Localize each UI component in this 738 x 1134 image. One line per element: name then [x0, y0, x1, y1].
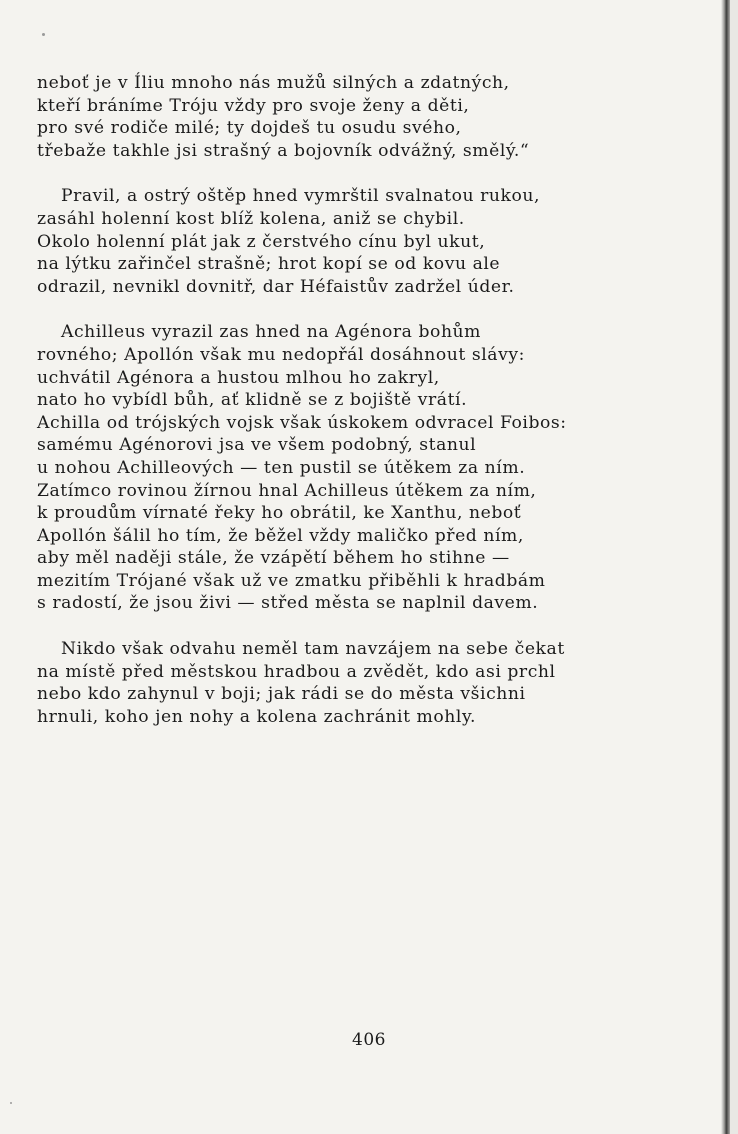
verse-line: hrnuli, koho jen nohy a kolena zachránit mohly. [37, 706, 476, 727]
verse-line: samému Agénorovi jsa ve všem podobný, stanul [37, 435, 477, 456]
book-spine-edge [730, 0, 738, 1134]
verse-line: k proudům vírnaté řeky ho obrátil, ke Xanthu, neboť [37, 503, 522, 524]
verse-line: třebaže takhle jsi strašný a bojovník odvážný, smělý.“ [37, 140, 530, 161]
stanza-1 [37, 72, 637, 162]
verse-line: s radostí, že jsou živi — střed města se naplnil davem. [37, 593, 539, 614]
verse-line: uchvátil Agénora a hustou mlhou ho zakryl, [37, 367, 440, 388]
verse-line: aby měl naději stále, že vzápětí během ho stihne — [37, 548, 510, 569]
verse-line: Achilla od trójských vojsk však úskokem odvracel Foibos: [37, 412, 567, 433]
paper-speck [10, 1102, 12, 1104]
verse-line: pro své rodiče milé; ty dojdeš tu osudu svého, [37, 118, 462, 139]
verse-line: odrazil, nevnikl dovnitř, dar Héfaistův zadržel úder. [37, 276, 515, 297]
verse-line: Pravil, a ostrý oštěp hned vymrštil svalnatou rukou, [61, 186, 540, 207]
stanza-4 [37, 638, 637, 728]
verse-line: nato ho vybídl bůh, ať klidně se z bojiště vrátí. [37, 390, 468, 411]
verse-line: Okolo holenní plát jak z čerstvého cínu byl ukut, [37, 231, 486, 252]
verse-line: Nikdo však odvahu neměl tam navzájem na sebe čekat [61, 639, 565, 660]
stanza-2 [37, 185, 637, 298]
verse-line: neboť je v Íliu mnoho nás mužů silných a zdatných, [37, 73, 510, 93]
verse-line: rovného; Apollón však mu nedopřál dosáhnout slávy: [37, 344, 525, 365]
verse-line: na místě před městskou hradbou a zvědět, kdo asi prchl [37, 661, 556, 682]
stanza-3 [37, 321, 637, 615]
verse-text [37, 72, 637, 751]
verse-line: mezitím Trójané však už ve zmatku přiběhli k hradbám [37, 570, 546, 591]
verse-line: Zatímco rovinou žírnou hnal Achilleus útěkem za ním, [37, 480, 537, 501]
verse-line: nebo kdo zahynul v boji; jak rádi se do města všichni [37, 684, 526, 705]
verse-line: na lýtku zařinčel strašně; hrot kopí se od kovu ale [37, 254, 501, 275]
paper-speck [42, 33, 45, 36]
verse-line: kteří bráníme Tróju vždy pro svoje ženy a děti, [37, 95, 470, 116]
book-spine-shadow [721, 0, 730, 1134]
verse-line: Achilleus vyrazil zas hned na Agénora bohům [61, 322, 482, 343]
verse-line: u nohou Achilleových — ten pustil se útěkem za ním. [37, 457, 526, 478]
verse-line: zasáhl holenní kost blíž kolena, aniž se chybil. [37, 208, 465, 229]
verse-line: Apollón šálil ho tím, že běžel vždy maličko před ním, [37, 525, 524, 546]
page-number: 406 [352, 1030, 386, 1050]
